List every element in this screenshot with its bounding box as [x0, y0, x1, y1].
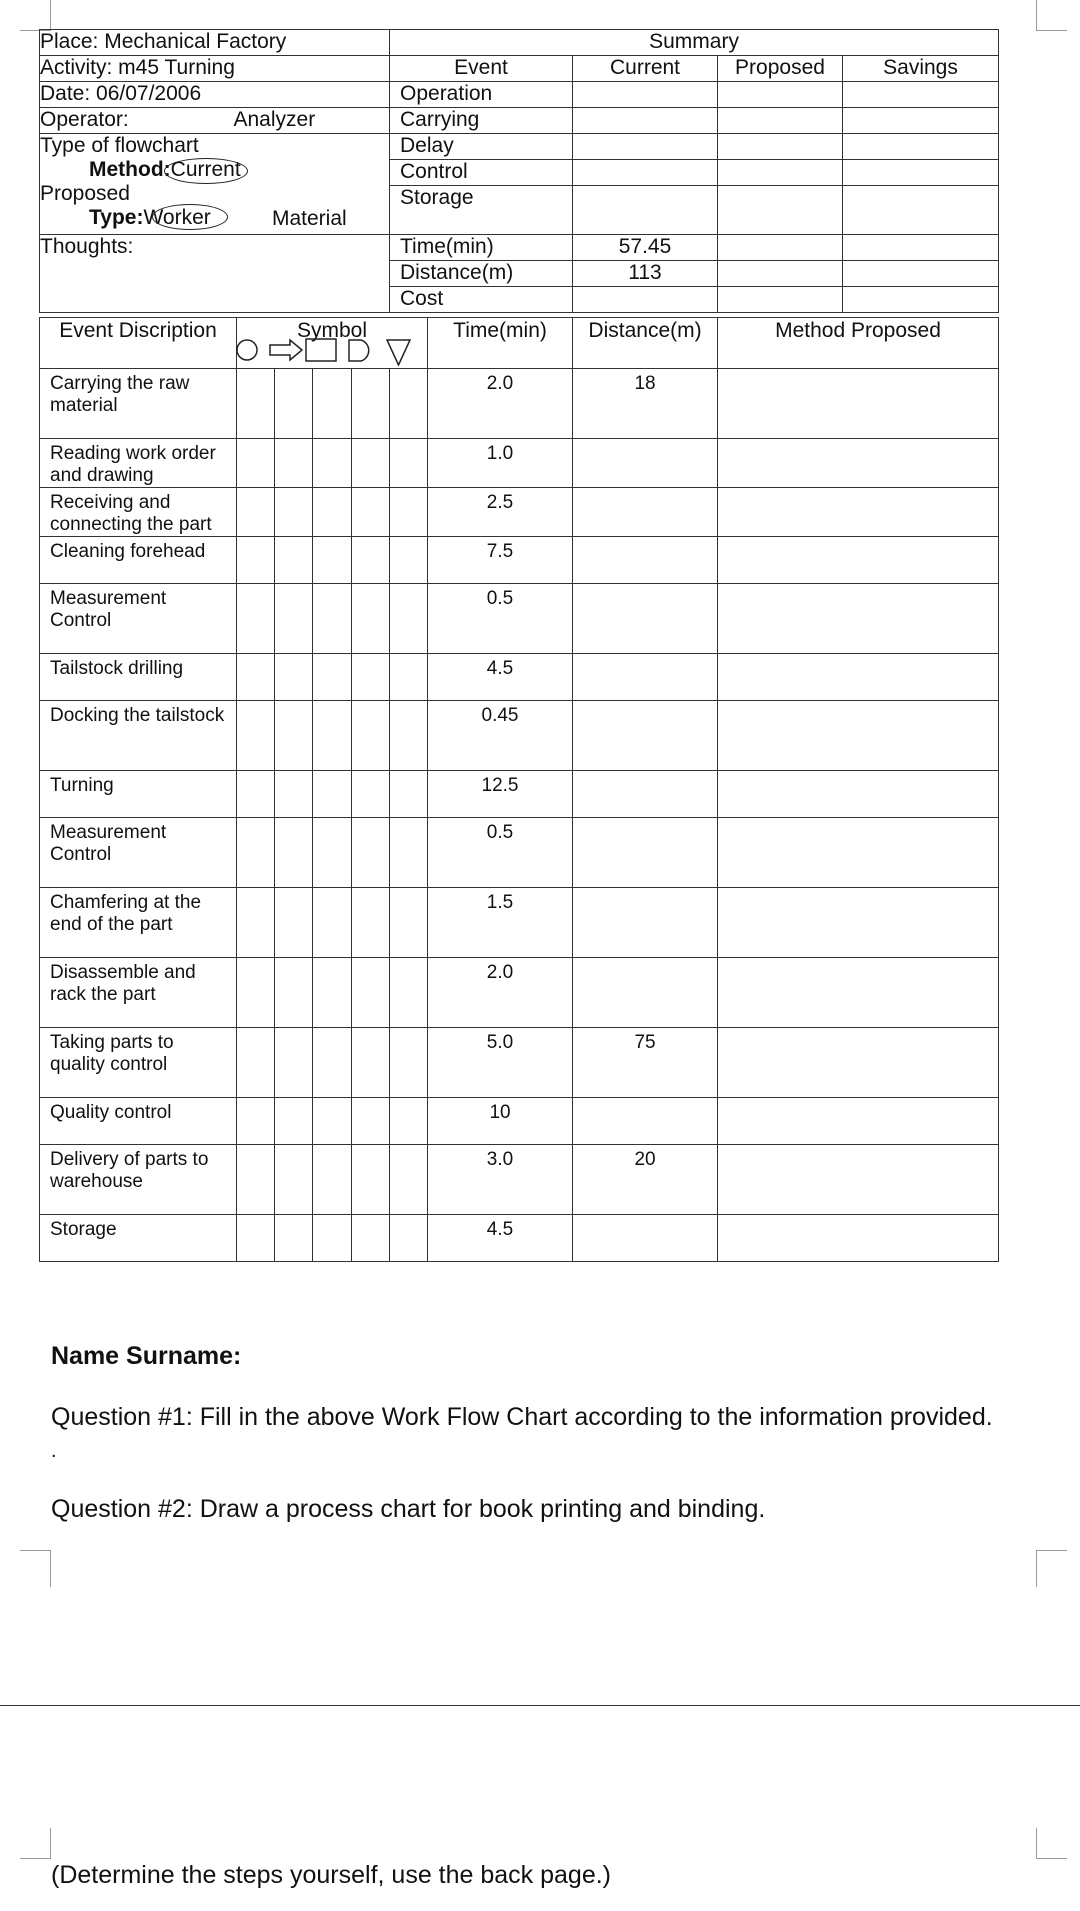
time-cell: 10	[428, 1098, 573, 1145]
distance-cell	[573, 488, 718, 537]
symbol-cell-delay-d[interactable]	[352, 1098, 390, 1145]
method-proposed-cell[interactable]	[718, 958, 999, 1028]
transport-arrow-icon	[270, 340, 302, 360]
event-description-cell: Carrying the raw material	[40, 369, 237, 439]
method-proposed-cell[interactable]	[718, 1098, 999, 1145]
symbol-cell-delay-d[interactable]	[352, 818, 390, 888]
summary-savings[interactable]	[843, 261, 999, 287]
symbol-cell-storage-triangle[interactable]	[390, 771, 428, 818]
summary-proposed[interactable]	[718, 134, 843, 160]
event-description-cell: Delivery of parts to warehouse	[40, 1145, 237, 1215]
symbol-cell-storage-triangle[interactable]	[390, 1215, 428, 1262]
symbol-cell-storage-triangle[interactable]	[390, 701, 428, 771]
summary-event: Control	[390, 160, 573, 186]
symbol-cell-inspection-square[interactable]	[313, 1215, 352, 1262]
distance-cell: 75	[573, 1028, 718, 1098]
table-row	[40, 888, 999, 958]
table-row	[40, 1028, 999, 1098]
symbol-cell-storage-triangle[interactable]	[390, 488, 428, 537]
summary-event: Storage	[390, 186, 573, 235]
table-row	[40, 439, 999, 488]
method-proposed-cell[interactable]	[718, 771, 999, 818]
summary-event: Operation	[390, 82, 573, 108]
symbol-cell-inspection-square[interactable]	[313, 888, 352, 958]
col-event-description: Event Discription	[40, 318, 237, 369]
symbol-cell-transport-arrow[interactable]	[275, 771, 313, 818]
summary-proposed[interactable]	[718, 82, 843, 108]
time-cell: 2.0	[428, 958, 573, 1028]
table-row	[40, 654, 999, 701]
symbol-cell-transport-arrow[interactable]	[275, 537, 313, 584]
symbol-cell-inspection-square[interactable]	[313, 584, 352, 654]
method-proposed-cell[interactable]	[718, 701, 999, 771]
table-row	[40, 488, 999, 537]
method-proposed-cell[interactable]	[718, 537, 999, 584]
summary-col-proposed: Proposed	[718, 56, 843, 82]
summary-event: Carrying	[390, 108, 573, 134]
method-proposed-cell[interactable]	[718, 488, 999, 537]
distance-cell	[573, 584, 718, 654]
time-cell: 12.5	[428, 771, 573, 818]
table-row	[40, 771, 999, 818]
symbol-cell-inspection-square[interactable]	[313, 1028, 352, 1098]
crop-mark-bottom-left	[20, 1550, 51, 1587]
summary-event: Distance(m)	[390, 261, 573, 287]
symbol-cell-transport-arrow[interactable]	[275, 818, 313, 888]
method-proposed-cell[interactable]	[718, 1215, 999, 1262]
summary-current[interactable]: 57.45	[573, 235, 718, 261]
col-method-proposed: Method Proposed	[718, 318, 999, 369]
table-row	[40, 701, 999, 771]
date-field: Date: 06/07/2006	[40, 82, 390, 108]
method-proposed-cell[interactable]	[718, 439, 999, 488]
table-row	[40, 958, 999, 1028]
symbol-cell-transport-arrow[interactable]	[275, 958, 313, 1028]
summary-proposed[interactable]	[718, 287, 843, 313]
summary-savings[interactable]	[843, 235, 999, 261]
event-description-cell: Docking the tailstock	[40, 701, 237, 771]
event-description-cell: Measurement Control	[40, 818, 237, 888]
symbol-cell-storage-triangle[interactable]	[390, 1028, 428, 1098]
method-current-option[interactable]: Current	[170, 158, 241, 181]
symbol-cell-delay-d[interactable]	[352, 771, 390, 818]
symbol-cell-transport-arrow[interactable]	[275, 584, 313, 654]
summary-savings[interactable]	[843, 82, 999, 108]
time-cell: 3.0	[428, 1145, 573, 1215]
table-row	[40, 1145, 999, 1215]
method-proposed-cell[interactable]	[718, 369, 999, 439]
thoughts-field[interactable]: Thoughts:	[40, 235, 390, 313]
summary-savings[interactable]	[843, 108, 999, 134]
symbol-legend	[236, 336, 412, 366]
crop-mark-page2-top-right	[1036, 1828, 1067, 1859]
summary-proposed[interactable]	[718, 108, 843, 134]
crop-mark-page2-top-left	[20, 1828, 51, 1859]
table-row	[40, 818, 999, 888]
summary-col-current: Current	[573, 56, 718, 82]
symbol-cell-operation-circle[interactable]	[237, 771, 275, 818]
delay-d-icon	[349, 340, 369, 361]
summary-current[interactable]	[573, 134, 718, 160]
type-line	[40, 206, 389, 230]
symbol-cell-inspection-square[interactable]	[313, 439, 352, 488]
table-row	[40, 1215, 999, 1262]
summary-event: Delay	[390, 134, 573, 160]
operator-field	[40, 108, 390, 134]
symbol-cell-delay-d[interactable]	[352, 1145, 390, 1215]
event-description-cell: Taking parts to quality control	[40, 1028, 237, 1098]
symbol-cell-operation-circle[interactable]	[237, 1145, 275, 1215]
method-line	[40, 158, 389, 182]
time-cell: 5.0	[428, 1028, 573, 1098]
symbol-cell-delay-d[interactable]	[352, 958, 390, 1028]
time-cell: 0.5	[428, 818, 573, 888]
symbol-cell-operation-circle[interactable]	[237, 439, 275, 488]
summary-current[interactable]	[573, 82, 718, 108]
question-1: Question #1: Fill in the above Work Flow Chart according to the information provided.	[51, 1403, 993, 1431]
distance-cell	[573, 537, 718, 584]
distance-cell	[573, 654, 718, 701]
symbol-cell-delay-d[interactable]	[352, 584, 390, 654]
symbol-cell-inspection-square[interactable]	[313, 771, 352, 818]
name-surname-label: Name Surname:	[51, 1342, 242, 1370]
event-description-cell: Disassemble and rack the part	[40, 958, 237, 1028]
flowchart-type-label: Type of flowchart	[40, 134, 199, 157]
summary-proposed[interactable]	[718, 160, 843, 186]
activity-field: Activity: m45 Turning	[40, 56, 390, 82]
distance-cell: 18	[573, 369, 718, 439]
method-current-circle	[164, 158, 248, 184]
event-description-cell: Cleaning forehead	[40, 537, 237, 584]
symbol-cell-operation-circle[interactable]	[237, 537, 275, 584]
symbol-cell-delay-d[interactable]	[352, 369, 390, 439]
distance-cell	[573, 1098, 718, 1145]
event-description-cell: Chamfering at the end of the part	[40, 888, 237, 958]
time-cell: 4.5	[428, 654, 573, 701]
symbol-cell-delay-d[interactable]	[352, 701, 390, 771]
symbol-cell-transport-arrow[interactable]	[275, 439, 313, 488]
symbol-cell-inspection-square[interactable]	[313, 958, 352, 1028]
symbol-cell-storage-triangle[interactable]	[390, 584, 428, 654]
time-cell: 0.5	[428, 584, 573, 654]
method-proposed-cell[interactable]	[718, 1145, 999, 1215]
symbol-cell-transport-arrow[interactable]	[275, 1145, 313, 1215]
summary-proposed[interactable]	[718, 186, 843, 235]
type-label: Type:	[89, 206, 144, 229]
symbol-cell-transport-arrow[interactable]	[275, 369, 313, 439]
symbol-cell-operation-circle[interactable]	[237, 369, 275, 439]
time-cell: 1.0	[428, 439, 573, 488]
symbol-cell-inspection-square[interactable]	[313, 1145, 352, 1215]
method-label: Method:	[89, 158, 171, 181]
symbol-cell-delay-d[interactable]	[352, 888, 390, 958]
place-field: Place: Mechanical Factory	[40, 30, 390, 56]
distance-cell	[573, 818, 718, 888]
summary-proposed[interactable]	[718, 235, 843, 261]
symbol-cell-transport-arrow[interactable]	[275, 1098, 313, 1145]
crop-mark-bottom-right	[1036, 1550, 1067, 1587]
summary-title: Summary	[390, 30, 999, 56]
symbol-cell-transport-arrow[interactable]	[275, 654, 313, 701]
event-description-cell: Reading work order and drawing	[40, 439, 237, 488]
table-row	[40, 537, 999, 584]
time-cell: 7.5	[428, 537, 573, 584]
event-description-cell: Receiving and connecting the part	[40, 488, 237, 537]
method-proposed-option[interactable]: Proposed	[40, 182, 130, 205]
symbol-cell-inspection-square[interactable]	[313, 818, 352, 888]
symbol-cell-operation-circle[interactable]	[237, 1098, 275, 1145]
symbol-cell-operation-circle[interactable]	[237, 1215, 275, 1262]
distance-cell	[573, 439, 718, 488]
crop-mark-top-left	[20, 0, 51, 31]
symbol-cell-transport-arrow[interactable]	[275, 1215, 313, 1262]
symbol-cell-transport-arrow[interactable]	[275, 888, 313, 958]
type-worker-option[interactable]: Worker	[143, 206, 211, 229]
symbol-cell-delay-d[interactable]	[352, 1028, 390, 1098]
symbol-cell-storage-triangle[interactable]	[390, 1098, 428, 1145]
method-proposed-cell[interactable]	[718, 888, 999, 958]
event-description-cell: Storage	[40, 1215, 237, 1262]
flow-chart-table	[39, 317, 999, 1262]
col-distance: Distance(m)	[573, 318, 718, 369]
summary-savings[interactable]	[843, 160, 999, 186]
summary-savings[interactable]	[843, 287, 999, 313]
symbol-cell-inspection-square[interactable]	[313, 701, 352, 771]
symbol-cell-storage-triangle[interactable]	[390, 369, 428, 439]
summary-event: Time(min)	[390, 235, 573, 261]
table-row	[40, 584, 999, 654]
symbol-cell-operation-circle[interactable]	[237, 701, 275, 771]
summary-current[interactable]	[573, 287, 718, 313]
flowchart-type-cell	[40, 134, 390, 235]
distance-cell	[573, 1215, 718, 1262]
symbol-cell-inspection-square[interactable]	[313, 488, 352, 537]
symbol-cell-operation-circle[interactable]	[237, 888, 275, 958]
symbol-cell-operation-circle[interactable]	[237, 584, 275, 654]
question-2: Question #2: Draw a process chart for book printing and binding.	[51, 1495, 766, 1523]
summary-proposed[interactable]	[718, 261, 843, 287]
summary-current[interactable]	[573, 186, 718, 235]
distance-cell	[573, 888, 718, 958]
symbol-cell-delay-d[interactable]	[352, 1215, 390, 1262]
symbol-cell-transport-arrow[interactable]	[275, 488, 313, 537]
symbol-cell-transport-arrow[interactable]	[275, 701, 313, 771]
table-row	[40, 1098, 999, 1145]
symbol-cell-storage-triangle[interactable]	[390, 818, 428, 888]
distance-cell	[573, 958, 718, 1028]
time-cell: 4.5	[428, 1215, 573, 1262]
storage-triangle-icon	[387, 340, 410, 365]
event-description-cell: Tailstock drilling	[40, 654, 237, 701]
operator-label: Operator:	[40, 108, 129, 131]
summary-current[interactable]: 113	[573, 261, 718, 287]
time-cell: 2.0	[428, 369, 573, 439]
summary-col-event: Event	[390, 56, 573, 82]
symbol-cell-transport-arrow[interactable]	[275, 1028, 313, 1098]
event-description-cell: Measurement Control	[40, 584, 237, 654]
symbol-cell-storage-triangle[interactable]	[390, 654, 428, 701]
summary-event: Cost	[390, 287, 573, 313]
symbol-cell-storage-triangle[interactable]	[390, 888, 428, 958]
distance-cell	[573, 771, 718, 818]
header-summary-table	[39, 29, 999, 313]
type-worker-circle	[152, 204, 228, 230]
symbol-cell-operation-circle[interactable]	[237, 488, 275, 537]
summary-savings[interactable]	[843, 186, 999, 235]
summary-current[interactable]	[573, 160, 718, 186]
type-material-option[interactable]: Material	[272, 207, 347, 230]
symbol-cell-storage-triangle[interactable]	[390, 1145, 428, 1215]
crop-mark-top-right	[1036, 0, 1067, 31]
page-separator	[0, 1705, 1080, 1706]
summary-current[interactable]	[573, 108, 718, 134]
symbol-cell-operation-circle[interactable]	[237, 1028, 275, 1098]
method-proposed-cell[interactable]	[718, 1028, 999, 1098]
time-cell: 2.5	[428, 488, 573, 537]
col-time: Time(min)	[428, 318, 573, 369]
symbol-cell-delay-d[interactable]	[352, 537, 390, 584]
symbol-cell-operation-circle[interactable]	[237, 818, 275, 888]
symbol-cell-inspection-square[interactable]	[313, 537, 352, 584]
symbol-cell-inspection-square[interactable]	[313, 369, 352, 439]
symbol-cell-delay-d[interactable]	[352, 654, 390, 701]
table-row	[40, 369, 999, 439]
method-proposed-cell[interactable]	[718, 584, 999, 654]
summary-savings[interactable]	[843, 134, 999, 160]
event-description-cell: Turning	[40, 771, 237, 818]
distance-cell: 20	[573, 1145, 718, 1215]
symbol-cell-storage-triangle[interactable]	[390, 439, 428, 488]
col-symbol: Symbol	[237, 318, 428, 369]
symbol-cell-inspection-square[interactable]	[313, 1098, 352, 1145]
inspection-square-icon	[306, 339, 336, 361]
symbol-cell-delay-d[interactable]	[352, 439, 390, 488]
symbol-cell-storage-triangle[interactable]	[390, 537, 428, 584]
symbol-cell-inspection-square[interactable]	[313, 654, 352, 701]
time-cell: 0.45	[428, 701, 573, 771]
method-proposed-cell[interactable]	[718, 654, 999, 701]
method-proposed-cell[interactable]	[718, 818, 999, 888]
symbol-cell-operation-circle[interactable]	[237, 654, 275, 701]
operation-circle-icon	[237, 340, 257, 360]
summary-col-savings: Savings	[843, 56, 999, 82]
symbol-cell-storage-triangle[interactable]	[390, 958, 428, 1028]
back-page-note: (Determine the steps yourself, use the back page.)	[51, 1861, 612, 1889]
time-cell: 1.5	[428, 888, 573, 958]
event-description-cell: Quality control	[40, 1098, 237, 1145]
symbol-cell-operation-circle[interactable]	[237, 958, 275, 1028]
operator-value: Analyzer	[233, 108, 316, 131]
symbol-cell-delay-d[interactable]	[352, 488, 390, 537]
question-1-dot: .	[51, 1440, 57, 1462]
distance-cell	[573, 701, 718, 771]
